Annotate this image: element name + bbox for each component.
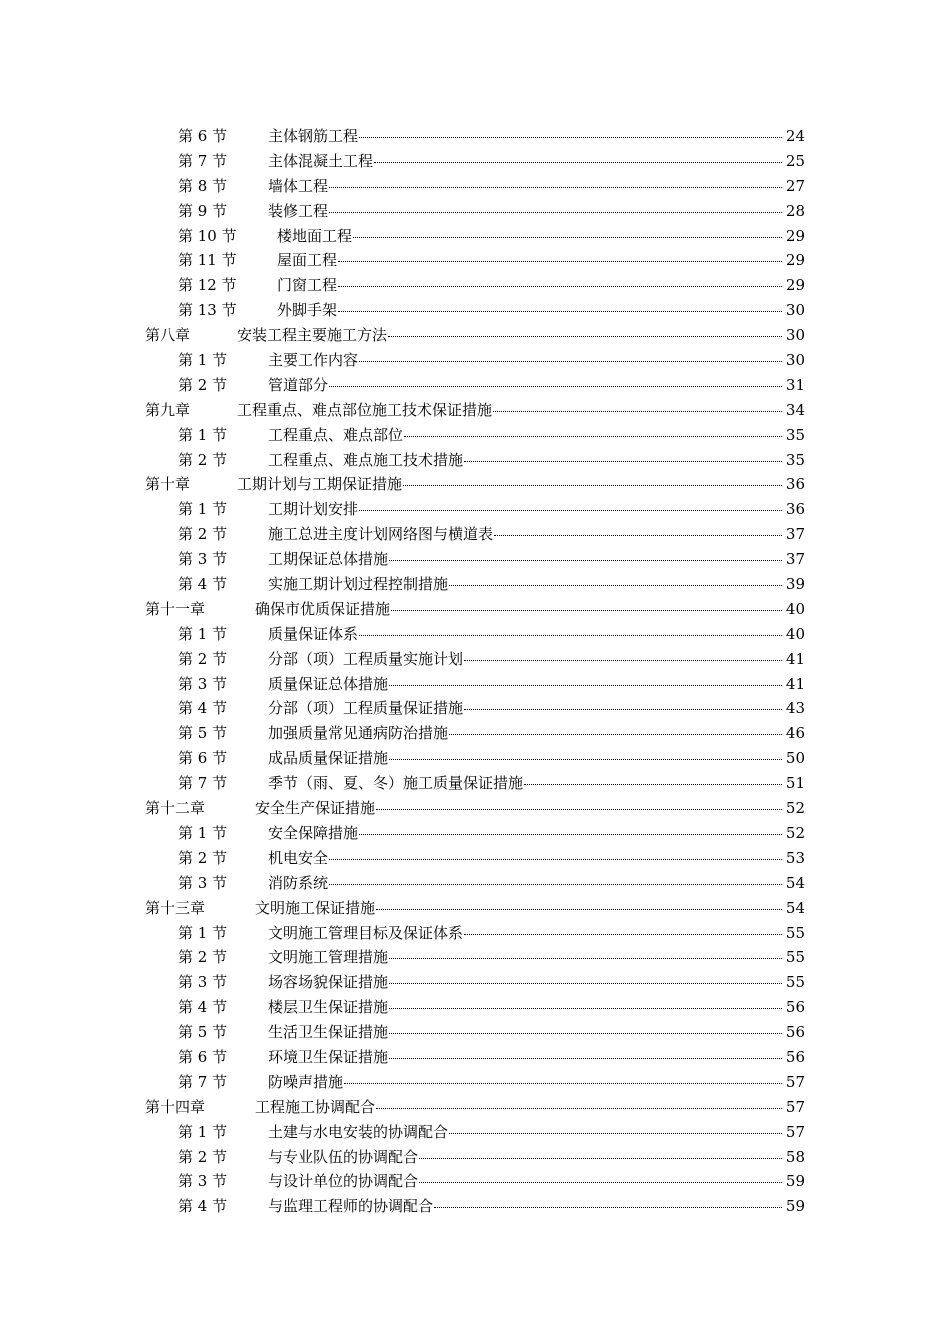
toc-chapter-entry[interactable]	[0, 896, 950, 921]
toc-section-entry[interactable]	[0, 945, 950, 970]
dot-leader	[338, 261, 782, 262]
toc-section-entry[interactable]	[0, 298, 950, 323]
page-number: 40	[785, 599, 805, 618]
page-number: 29	[785, 226, 805, 245]
section-number: 第 1 节	[178, 823, 228, 842]
dot-leader	[449, 585, 782, 586]
page-number: 30	[785, 301, 805, 320]
section-number: 第 12 节	[178, 276, 237, 295]
section-number: 第 7 节	[178, 151, 228, 170]
toc-section-entry[interactable]	[0, 1070, 950, 1095]
dot-leader	[389, 1033, 782, 1034]
section-number: 第 2 节	[178, 948, 228, 967]
dot-leader	[389, 685, 782, 686]
page-number: 39	[785, 575, 805, 594]
entry-title: 防噪声措施	[268, 1072, 344, 1091]
section-number: 第 6 节	[178, 127, 228, 145]
section-number: 第 5 节	[178, 724, 228, 743]
toc-chapter-entry[interactable]	[0, 323, 950, 348]
toc-section-entry[interactable]	[0, 348, 950, 373]
entry-title: 外脚手架	[277, 301, 338, 320]
page-number: 27	[785, 176, 805, 195]
toc-section-entry[interactable]	[0, 1020, 950, 1045]
dot-leader	[391, 610, 782, 611]
dot-leader	[329, 386, 782, 387]
section-number: 第 7 节	[178, 774, 228, 793]
entry-title: 装修工程	[268, 201, 329, 220]
dot-leader	[376, 909, 782, 910]
entry-title: 管道部分	[268, 375, 329, 394]
dot-leader	[419, 1182, 782, 1183]
entry-title: 消防系统	[268, 873, 329, 892]
entry-title: 主要工作内容	[268, 351, 359, 370]
toc-section-entry[interactable]	[0, 821, 950, 846]
toc-section-entry[interactable]	[0, 248, 950, 273]
toc-section-entry[interactable]	[0, 970, 950, 995]
toc-chapter-entry[interactable]	[0, 472, 950, 497]
entry-title: 文明施工管理目标及保证体系	[268, 923, 464, 942]
section-number: 第 4 节	[178, 575, 228, 594]
entry-title: 确保市优质保证措施	[255, 599, 391, 618]
page-number: 29	[785, 276, 805, 295]
page-number: 52	[785, 823, 805, 842]
dot-leader	[404, 436, 782, 437]
entry-title: 场容场貌保证措施	[268, 973, 389, 992]
section-number: 第 6 节	[178, 1047, 228, 1066]
dot-leader	[464, 660, 782, 661]
section-number: 第 4 节	[178, 699, 228, 718]
section-number: 第 11 节	[178, 251, 237, 270]
page-number: 59	[785, 1197, 805, 1216]
page-number: 46	[785, 724, 805, 743]
dot-leader	[344, 1083, 782, 1084]
dot-leader	[389, 759, 782, 760]
section-number: 第 6 节	[178, 749, 228, 768]
section-number: 第 1 节	[178, 500, 228, 519]
dot-leader	[329, 884, 782, 885]
entry-title: 工期保证总体措施	[268, 550, 389, 569]
toc-section-entry[interactable]	[0, 572, 950, 597]
toc-section-entry[interactable]	[0, 448, 950, 473]
toc-section-entry[interactable]	[0, 647, 950, 672]
page-number: 30	[785, 326, 805, 345]
entry-title: 季节（雨、夏、冬）施工质量保证措施	[268, 774, 524, 793]
toc-chapter-entry[interactable]	[0, 796, 950, 821]
entry-title: 环境卫生保证措施	[268, 1047, 389, 1066]
dot-leader	[389, 1008, 782, 1009]
dot-leader	[403, 485, 782, 486]
page-number: 37	[785, 550, 805, 569]
section-number: 第 2 节	[178, 848, 228, 867]
table-of-contents	[0, 124, 950, 1219]
toc-section-entry[interactable]	[0, 746, 950, 771]
dot-leader	[359, 361, 782, 362]
section-number: 第 2 节	[178, 525, 228, 544]
dot-leader	[388, 336, 782, 337]
dot-leader	[329, 212, 782, 213]
page-number: 36	[785, 500, 805, 519]
dot-leader	[353, 237, 782, 238]
toc-section-entry[interactable]	[0, 672, 950, 697]
dot-leader	[464, 709, 782, 710]
entry-title: 门窗工程	[277, 276, 338, 295]
page-number: 50	[785, 749, 805, 768]
toc-section-entry[interactable]	[0, 224, 950, 249]
page-number: 28	[785, 201, 805, 220]
section-number: 第 1 节	[178, 923, 228, 942]
toc-section-entry[interactable]	[0, 547, 950, 572]
page-number: 41	[785, 674, 805, 693]
entry-title: 机电安全	[268, 848, 329, 867]
dot-leader	[419, 1158, 782, 1159]
section-number: 第 5 节	[178, 1023, 228, 1042]
page-number: 31	[785, 375, 805, 394]
dot-leader	[389, 1058, 782, 1059]
toc-section-entry[interactable]	[0, 373, 950, 398]
entry-title: 楼层卫生保证措施	[268, 998, 389, 1017]
page-number: 41	[785, 649, 805, 668]
page-number: 25	[785, 151, 805, 170]
entry-title: 实施工期计划过程控制措施	[268, 575, 449, 594]
section-number: 第 1 节	[178, 351, 228, 370]
dot-leader	[493, 411, 782, 412]
page-number: 57	[785, 1072, 805, 1091]
chapter-number: 第十章	[145, 475, 191, 494]
toc-section-entry[interactable]	[0, 174, 950, 199]
entry-title: 质量保证体系	[268, 624, 359, 643]
page-number: 51	[785, 774, 805, 793]
entry-title: 安全保障措施	[268, 823, 359, 842]
toc-section-entry[interactable]	[0, 199, 950, 224]
toc-section-entry[interactable]	[0, 921, 950, 946]
entry-title: 楼地面工程	[277, 226, 353, 245]
entry-title: 工程重点、难点部位施工技术保证措施	[237, 400, 493, 419]
entry-title: 质量保证总体措施	[268, 674, 389, 693]
toc-section-entry[interactable]	[0, 149, 950, 174]
toc-section-entry[interactable]	[0, 721, 950, 746]
page-number: 35	[785, 450, 805, 469]
page-number: 40	[785, 624, 805, 643]
section-number: 第 3 节	[178, 674, 228, 693]
toc-chapter-entry[interactable]	[0, 1095, 950, 1120]
section-number: 第 13 节	[178, 301, 237, 320]
dot-leader	[449, 734, 782, 735]
dot-leader	[329, 859, 782, 860]
page-number: 58	[785, 1147, 805, 1166]
dot-leader	[494, 535, 782, 536]
dot-leader	[359, 635, 782, 636]
page-number: 30	[785, 351, 805, 370]
entry-title: 文明施工管理措施	[268, 948, 389, 967]
page-number: 43	[785, 699, 805, 718]
section-number: 第 8 节	[178, 176, 228, 195]
page-number: 55	[785, 948, 805, 967]
page-number: 54	[785, 873, 805, 892]
toc-section-entry[interactable]	[0, 995, 950, 1020]
entry-title: 与监理工程师的协调配合	[268, 1197, 434, 1216]
section-number: 第 2 节	[178, 649, 228, 668]
entry-title: 土建与水电安装的协调配合	[268, 1122, 449, 1141]
section-number: 第 3 节	[178, 1172, 228, 1191]
dot-leader	[359, 834, 782, 835]
page-number: 56	[785, 1023, 805, 1042]
toc-section-entry[interactable]	[0, 696, 950, 721]
toc-section-entry[interactable]	[0, 622, 950, 647]
entry-title: 主体钢筋工程	[268, 127, 359, 145]
entry-title: 与专业队伍的协调配合	[268, 1147, 419, 1166]
entry-title: 安全生产保证措施	[255, 799, 376, 818]
entry-title: 墙体工程	[268, 176, 329, 195]
dot-leader	[389, 983, 782, 984]
entry-title: 分部（项）工程质量实施计划	[268, 649, 464, 668]
entry-title: 屋面工程	[277, 251, 338, 270]
page-number: 59	[785, 1172, 805, 1191]
section-number: 第 3 节	[178, 550, 228, 569]
dot-leader	[464, 461, 782, 462]
section-number: 第 1 节	[178, 624, 228, 643]
entry-title: 工期计划与工期保证措施	[237, 475, 403, 494]
toc-section-entry[interactable]	[0, 1045, 950, 1070]
toc-section-entry[interactable]	[0, 124, 950, 149]
page-number: 54	[785, 898, 805, 917]
entry-title: 分部（项）工程质量保证措施	[268, 699, 464, 718]
toc-section-entry[interactable]	[0, 423, 950, 448]
page-number: 56	[785, 1047, 805, 1066]
toc-section-entry[interactable]	[0, 871, 950, 896]
page-number: 56	[785, 998, 805, 1017]
dot-leader	[359, 510, 782, 511]
dot-leader	[374, 162, 782, 163]
dot-leader	[389, 560, 782, 561]
section-number: 第 2 节	[178, 375, 228, 394]
page-number: 57	[785, 1122, 805, 1141]
entry-title: 施工总进主度计划网络图与横道表	[268, 525, 494, 544]
entry-title: 工程重点、难点部位	[268, 425, 404, 444]
page-number: 36	[785, 475, 805, 494]
entry-title: 工程重点、难点施工技术措施	[268, 450, 464, 469]
dot-leader	[464, 934, 782, 935]
chapter-number: 第十四章	[145, 1097, 206, 1116]
entry-title: 加强质量常见通病防治措施	[268, 724, 449, 743]
section-number: 第 7 节	[178, 1072, 228, 1091]
section-number: 第 3 节	[178, 873, 228, 892]
dot-leader	[376, 809, 782, 810]
dot-leader	[338, 311, 782, 312]
section-number: 第 9 节	[178, 201, 228, 220]
page-number: 37	[785, 525, 805, 544]
page-number: 52	[785, 799, 805, 818]
entry-title: 成品质量保证措施	[268, 749, 389, 768]
page-number: 29	[785, 251, 805, 270]
chapter-number: 第九章	[145, 400, 191, 419]
toc-section-entry[interactable]	[0, 1194, 950, 1219]
dot-leader	[329, 187, 782, 188]
dot-leader	[389, 958, 782, 959]
toc-section-entry[interactable]	[0, 771, 950, 796]
entry-title: 生活卫生保证措施	[268, 1023, 389, 1042]
dot-leader	[434, 1207, 782, 1208]
chapter-number: 第十三章	[145, 898, 206, 917]
section-number: 第 4 节	[178, 1197, 228, 1216]
page-number: 35	[785, 425, 805, 444]
dot-leader	[376, 1108, 782, 1109]
chapter-number: 第十二章	[145, 799, 206, 818]
page-number: 34	[785, 400, 805, 419]
section-number: 第 3 节	[178, 973, 228, 992]
section-number: 第 10 节	[178, 226, 237, 245]
toc-section-entry[interactable]	[0, 497, 950, 522]
page-number: 57	[785, 1097, 805, 1116]
toc-chapter-entry[interactable]	[0, 398, 950, 423]
toc-section-entry[interactable]	[0, 1145, 950, 1170]
toc-section-entry[interactable]	[0, 1120, 950, 1145]
dot-leader	[338, 286, 782, 287]
chapter-number: 第十一章	[145, 599, 206, 618]
dot-leader	[524, 784, 782, 785]
toc-section-entry[interactable]	[0, 1169, 950, 1194]
section-number: 第 2 节	[178, 1147, 228, 1166]
section-number: 第 1 节	[178, 1122, 228, 1141]
section-number: 第 2 节	[178, 450, 228, 469]
page-number: 55	[785, 923, 805, 942]
entry-title: 工期计划安排	[268, 500, 359, 519]
chapter-number: 第八章	[145, 326, 191, 345]
entry-title: 工程施工协调配合	[255, 1097, 376, 1116]
toc-section-entry[interactable]	[0, 522, 950, 547]
section-number: 第 1 节	[178, 425, 228, 444]
entry-title: 与设计单位的协调配合	[268, 1172, 419, 1191]
toc-chapter-entry[interactable]	[0, 597, 950, 622]
page-number: 24	[785, 127, 805, 145]
entry-title: 安装工程主要施工方法	[237, 326, 388, 345]
page-number: 53	[785, 848, 805, 867]
section-number: 第 4 节	[178, 998, 228, 1017]
toc-section-entry[interactable]	[0, 273, 950, 298]
entry-title: 主体混凝土工程	[268, 151, 374, 170]
toc-section-entry[interactable]	[0, 846, 950, 871]
dot-leader	[449, 1133, 782, 1134]
dot-leader	[359, 137, 782, 138]
entry-title: 文明施工保证措施	[255, 898, 376, 917]
page-number: 55	[785, 973, 805, 992]
